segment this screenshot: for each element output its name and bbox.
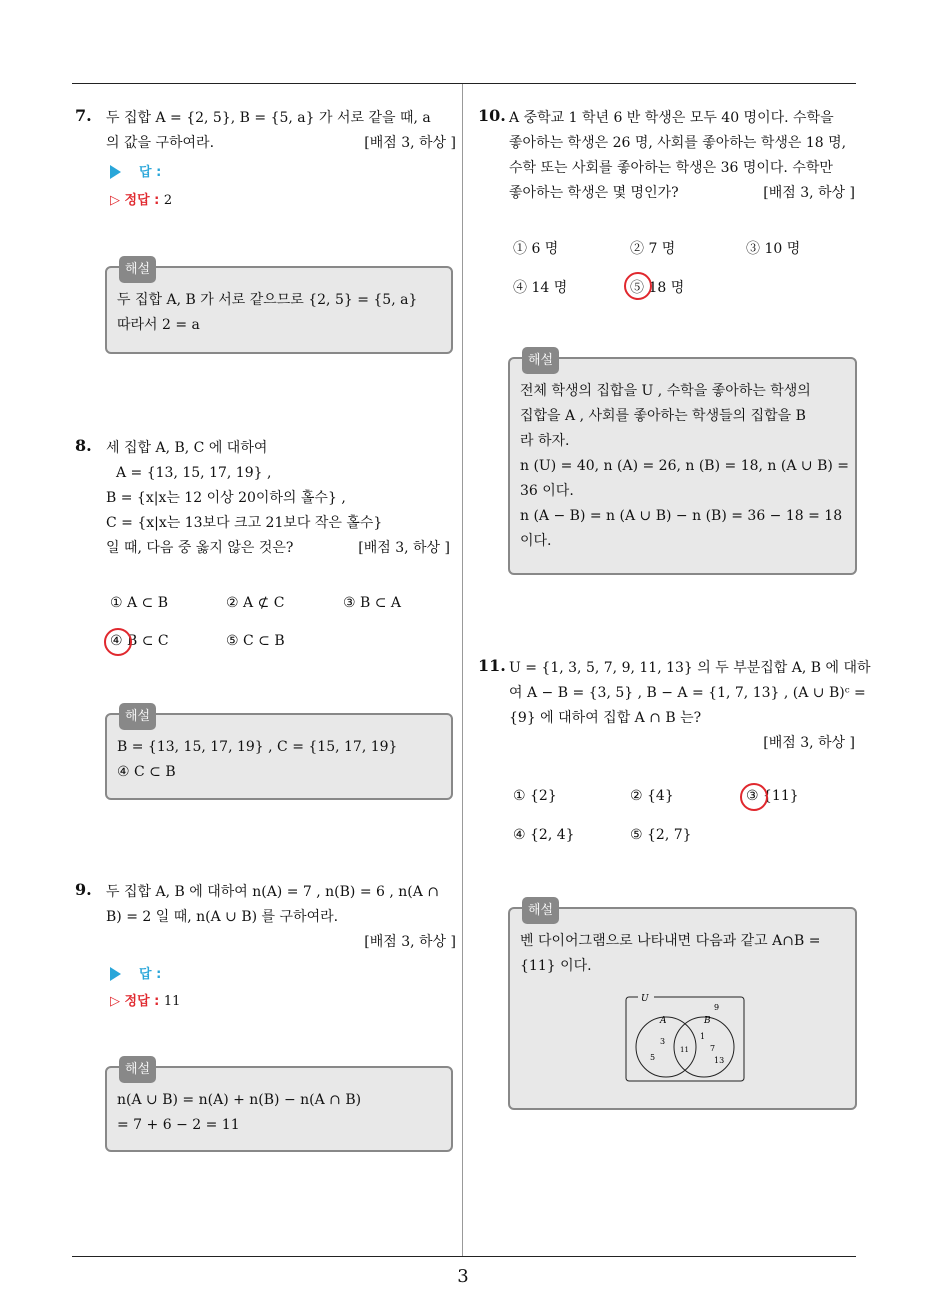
- q7-answer: [110, 160, 161, 185]
- q8-solution-box: [105, 709, 453, 800]
- venn-a-label: A: [660, 1016, 667, 1026]
- venn-universe-rect: [626, 997, 744, 1081]
- q8-option-5[interactable]: ⑤ C ⊂ B: [226, 633, 285, 649]
- q10-number: 10.: [478, 106, 506, 125]
- solution-label: 해설: [522, 347, 559, 374]
- solution-line: 라 하자.: [520, 433, 570, 449]
- venn-b-only-value: 1: [700, 1032, 706, 1041]
- header-rule: [72, 83, 856, 84]
- q8-line: C = {x|x는 13보다 크고 21보다 작은 홀수}: [106, 515, 383, 531]
- venn-outside-value: 9: [714, 1003, 720, 1012]
- q7-correct: [110, 188, 172, 213]
- solution-line: n (U) = 40, n (A) = 26, n (B) = 18, n (A ∪ B) =: [520, 458, 850, 474]
- solution-line: 집합을 A , 사회를 좋아하는 학생들의 집합을 B: [520, 408, 806, 424]
- solution-line: 이다.: [520, 533, 552, 549]
- venn-u-label: U: [641, 994, 649, 1004]
- footer-rule: [72, 1256, 856, 1257]
- q11-option-5[interactable]: ⑤ {2, 7}: [630, 827, 692, 843]
- solution-label: 해설: [119, 256, 156, 283]
- selected-answer-circle: [104, 628, 132, 656]
- solution-label: 해설: [522, 897, 559, 924]
- q7-line: 두 집합 A = {2, 5}, B = {5, a} 가 서로 같을 때, a: [106, 110, 431, 126]
- q9-answer: [110, 962, 161, 987]
- q10-line: A 중학교 1 학년 6 반 학생은 모두 40 명이다. 수학을: [509, 110, 834, 126]
- q10-option-2[interactable]: ② 7 명: [630, 241, 676, 257]
- q8-option-1[interactable]: ① A ⊂ B: [110, 595, 169, 611]
- correct-value: 2: [163, 193, 173, 208]
- q8-text: [106, 436, 450, 561]
- q7-solution-box: [105, 262, 453, 354]
- q10-option-4[interactable]: ④ 14 명: [513, 280, 568, 296]
- q10-points: [배점 3, 하상 ]: [763, 185, 855, 201]
- q11-option-4[interactable]: ④ {2, 4}: [513, 827, 575, 843]
- venn-b-only-value: 13: [714, 1056, 725, 1065]
- q7-line: 의 값을 구하여라.: [106, 135, 215, 151]
- venn-a-only-value: 3: [660, 1037, 666, 1046]
- selected-answer-circle: [624, 272, 652, 300]
- venn-b-only-value: 7: [710, 1044, 716, 1053]
- q8-option-4[interactable]: ④ B ⊂ C: [110, 633, 169, 649]
- q11-text: [509, 656, 871, 756]
- q8-option-3[interactable]: ③ B ⊂ A: [343, 595, 402, 611]
- solution-line: B = {13, 15, 17, 19} , C = {15, 17, 19}: [117, 739, 398, 755]
- q9-number: 9.: [75, 880, 92, 899]
- q11-line: 여 A − B = {3, 5} , B − A = {1, 7, 13} , (A ∪ B)ᶜ =: [509, 685, 866, 701]
- venn-a-only-value: 5: [650, 1053, 656, 1062]
- venn-intersection-value: 11: [680, 1046, 689, 1054]
- q10-solution-box: [508, 353, 857, 575]
- q11-option-2[interactable]: ② {4}: [630, 788, 674, 804]
- venn-diagram: [624, 991, 748, 1083]
- q11-solution-box: [508, 903, 857, 1110]
- q10-option-5[interactable]: ⑤ 18 명: [630, 280, 685, 296]
- q7-points: [배점 3, 하상 ]: [364, 135, 456, 151]
- correct-value: 11: [163, 994, 181, 1009]
- correct-label: ▷ 정답 :: [110, 193, 160, 208]
- q8-option-2[interactable]: ② A ⊄ C: [226, 595, 285, 611]
- q7-number: 7.: [75, 106, 92, 125]
- answer-label: 답 :: [139, 967, 162, 982]
- selected-answer-circle: [740, 783, 768, 811]
- q9-points: [배점 3, 하상 ]: [364, 934, 456, 950]
- solution-line: ④ C ⊂ B: [117, 764, 176, 780]
- q8-line: 일 때, 다음 중 옳지 않은 것은?: [106, 540, 294, 556]
- correct-label: ▷ 정답 :: [110, 994, 160, 1009]
- q10-line: 좋아하는 학생은 몇 명인가?: [509, 185, 679, 201]
- q8-number: 8.: [75, 436, 92, 455]
- q9-line: B) = 2 일 때, n(A ∪ B) 를 구하여라.: [106, 909, 339, 925]
- page-number: 3: [457, 1266, 469, 1287]
- q11-line: {9} 에 대하여 집합 A ∩ B 는?: [509, 710, 702, 726]
- q11-number: 11.: [478, 656, 506, 675]
- q8-line: A = {13, 15, 17, 19} ,: [116, 465, 272, 481]
- q11-points: [배점 3, 하상 ]: [763, 735, 855, 751]
- solution-line: {11} 이다.: [520, 958, 592, 974]
- q9-solution-box: [105, 1062, 453, 1152]
- solution-line: 벤 다이어그램으로 나타내면 다음과 같고 A∩B =: [520, 933, 821, 949]
- q10-line: 좋아하는 학생은 26 명, 사회를 좋아하는 학생은 18 명,: [509, 135, 847, 151]
- play-icon: [110, 967, 121, 981]
- q11-option-3[interactable]: ③ {11}: [746, 788, 799, 804]
- play-icon: [110, 165, 121, 179]
- venn-b-label: B: [704, 1016, 711, 1026]
- q8-line: 세 집합 A, B, C 에 대하여: [106, 440, 268, 456]
- q10-option-1[interactable]: ① 6 명: [513, 241, 559, 257]
- solution-line: = 7 + 6 − 2 = 11: [117, 1117, 240, 1133]
- solution-line: 전체 학생의 집합을 U , 수학을 좋아하는 학생의: [520, 383, 811, 399]
- solution-label: 해설: [119, 1056, 156, 1083]
- q10-option-3[interactable]: ③ 10 명: [746, 241, 801, 257]
- q9-text: [106, 880, 456, 955]
- q11-option-1[interactable]: ① {2}: [513, 788, 557, 804]
- q7-text: [106, 106, 456, 156]
- answer-label: 답 :: [139, 165, 162, 180]
- q11-line: U = {1, 3, 5, 7, 9, 11, 13} 의 두 부분집합 A, B 에 대하: [509, 660, 871, 676]
- q8-points: [배점 3, 하상 ]: [358, 540, 450, 556]
- solution-line: 36 이다.: [520, 483, 574, 499]
- solution-line: 따라서 2 = a: [117, 317, 200, 333]
- solution-line: 두 집합 A, B 가 서로 같으므로 {2, 5} = {5, a}: [117, 292, 418, 308]
- q9-correct: [110, 989, 180, 1014]
- q10-line: 수학 또는 사회를 좋아하는 학생은 36 명이다. 수학만: [509, 160, 833, 176]
- q9-line: 두 집합 A, B 에 대하여 n(A) = 7 , n(B) = 6 , n(A ∩: [106, 884, 440, 900]
- solution-label: 해설: [119, 703, 156, 730]
- column-divider: [462, 84, 463, 1256]
- solution-line: n(A ∪ B) = n(A) + n(B) − n(A ∩ B): [117, 1092, 362, 1108]
- solution-line: n (A − B) = n (A ∪ B) − n (B) = 36 − 18 = 18: [520, 508, 843, 524]
- q10-text: [509, 106, 855, 206]
- q8-line: B = {x|x는 12 이상 20이하의 홀수} ,: [106, 490, 346, 506]
